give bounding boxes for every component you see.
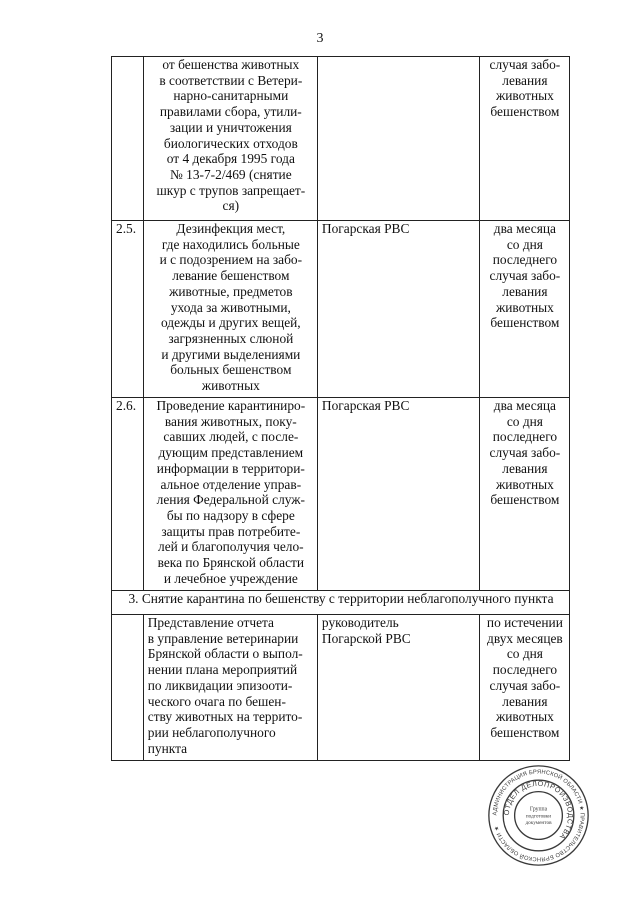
- stamp-ring-text: АДМИНИСТРАЦИЯ БРЯНСКОЙ ОБЛАСТИ ★ ПРАВИТЕЛЬСТВО БРЯНСКОЙ ОБЛАСТИ ★: [492, 769, 585, 862]
- term-text: два месяца со дня последнего случая забо- левания животных бешенством: [479, 398, 569, 591]
- responsible-text: Погарская РВС: [317, 221, 479, 398]
- row-number: 2.6.: [112, 398, 144, 591]
- responsible-text: руководитель Погарской РВС: [317, 615, 479, 761]
- term-text: случая забо- левания животных бешенством: [479, 57, 569, 221]
- table-row: [112, 398, 570, 591]
- stamp-dept-text: ОТДЕЛ ДЕЛОПРОИЗВОДСТВА: [502, 779, 575, 841]
- row-number: [112, 615, 144, 761]
- responsible-text: [317, 57, 479, 221]
- responsible-text: Погарская РВС: [317, 398, 479, 591]
- term-text: по истечении двух месяцев со дня последнего случая забо- левания животных бешенством: [479, 615, 569, 761]
- measure-text: от бешенства животных в соответствии с Ветери- нарно-санитарными правилами сбора, утили- зации и уничтожения биологических отходов от 4 декабря 1995 года № 13-7-2/469 (снятие шкур с трупов запрещает- ся): [143, 57, 317, 221]
- measure-text: Проведение карантиниро- вания животных, поку- савших людей, с после- дующим представлением информации в территори- альное отделение управ- ления Федеральной служ- бы по надзору в сфере защиты прав потребите- лей и благополучия чело- века по Брянской области и лечебное учреждение: [143, 398, 317, 591]
- stamp-center-line-3: документов: [525, 820, 552, 827]
- term-text: два месяца со дня последнего случая забо- левания животных бешенством: [479, 221, 569, 398]
- measure-text: Дезинфекция мест, где находились больные и с подозрением на забо- левание бешенством животные, предметов ухода за животными, одежды и других вещей, загрязненных слюной и другими выделениями больных бешенством животных: [143, 221, 317, 398]
- official-stamp: [486, 763, 591, 868]
- section-heading: 3. Снятие карантина по бешенству с территории неблагополучного пункта: [112, 591, 570, 615]
- table-row: [112, 57, 570, 221]
- row-number: [112, 57, 144, 221]
- stamp-center-line-1: Группа: [529, 806, 548, 813]
- table-row: [112, 221, 570, 398]
- page-number: 3: [316, 31, 324, 46]
- measures-table: [111, 56, 570, 761]
- row-number: 2.5.: [112, 221, 144, 398]
- stamp-center-line-2: подготовки: [525, 813, 552, 820]
- section-heading-row: [112, 591, 570, 615]
- table-row: [112, 615, 570, 761]
- measure-text: Представление отчета в управление ветеринарии Брянской области о выпол- нении плана мероприятий по ликвидации эпизооти- ческого очага по бешен- ству животных на террито- рии неблагополучного пункта: [143, 615, 317, 761]
